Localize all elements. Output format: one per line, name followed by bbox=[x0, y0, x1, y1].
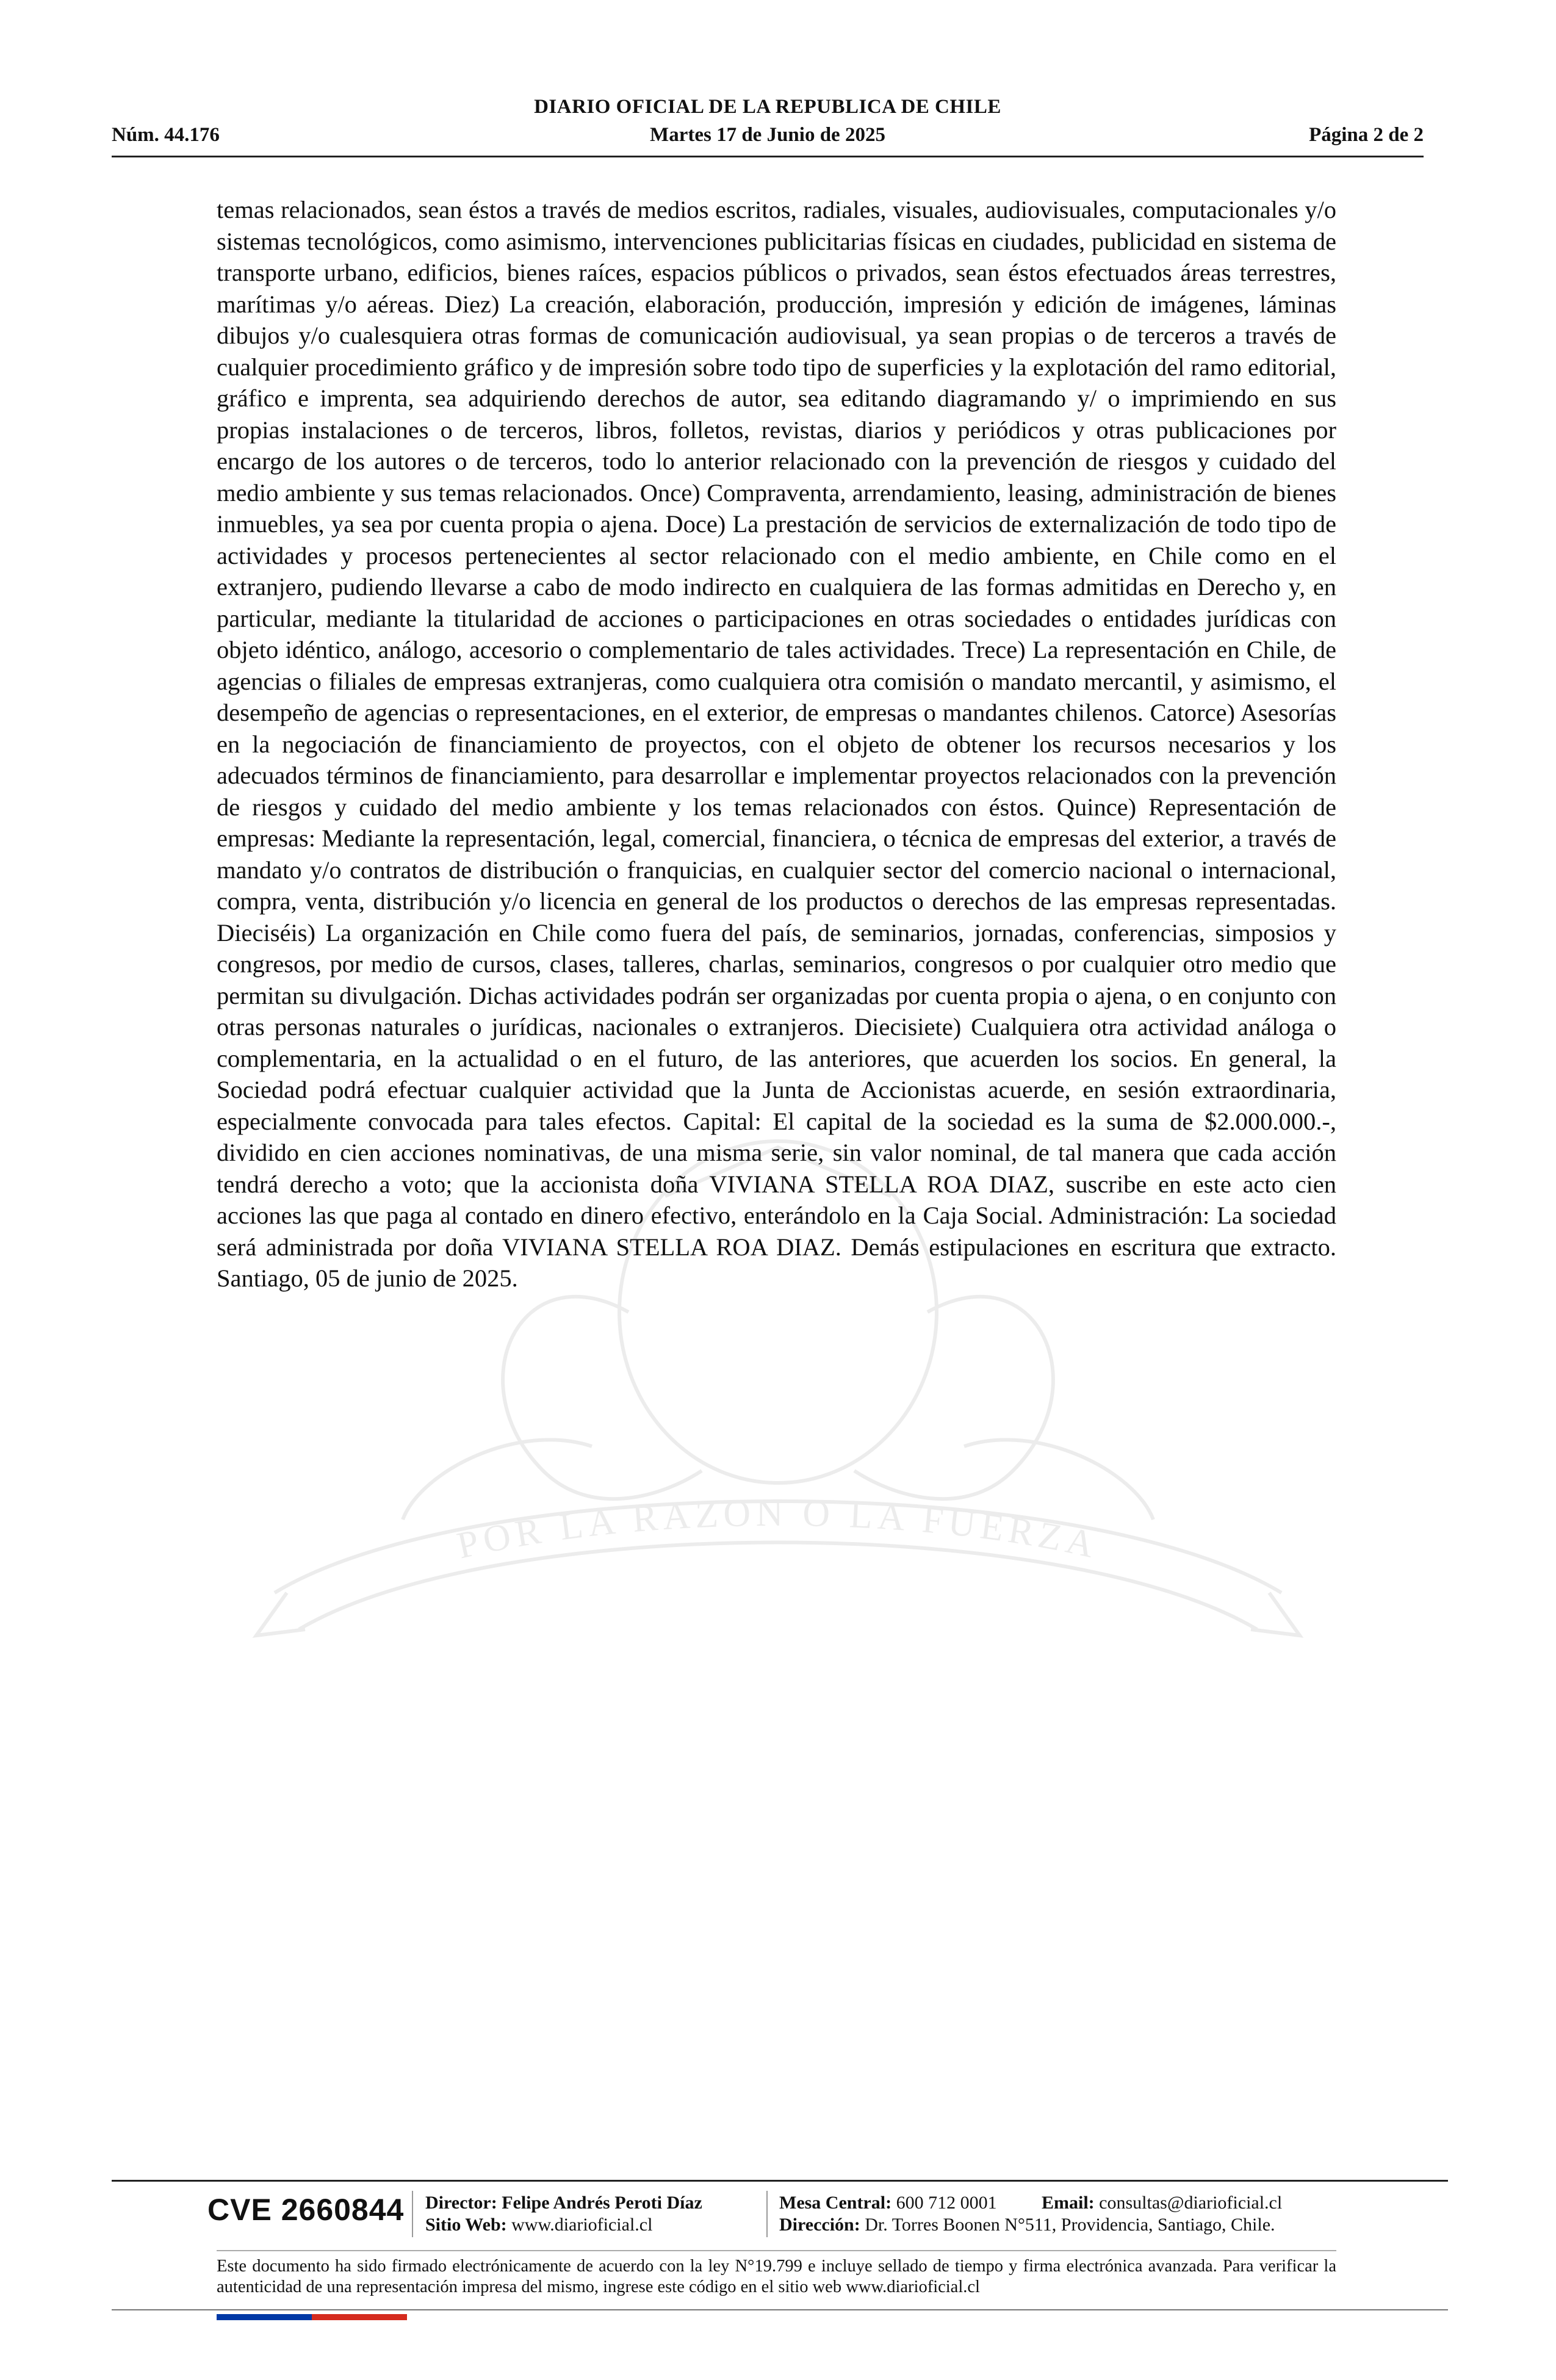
newspaper-title: DIARIO OFICIAL DE LA REPUBLICA DE CHILE bbox=[534, 96, 1001, 118]
flag-color-bar bbox=[217, 2314, 407, 2320]
website-info bbox=[425, 2214, 652, 2236]
footer-divider-bottom bbox=[112, 2309, 1448, 2310]
issue-date: Martes 17 de Junio de 2025 bbox=[650, 124, 885, 146]
footer-divider-mid bbox=[217, 2250, 1336, 2251]
website-link[interactable]: www.diarioficial.cl bbox=[511, 2215, 653, 2235]
electronic-signature-notice: Este documento ha sido firmado electrónicamente de acuerdo con la ley N°19.799 e incluye sellado de tiempo y firma electrónica avanzada. Para verificar la autenticidad de una representación impresa del mismo, ingrese este código en el sitio web www.diarioficial.cl bbox=[217, 2257, 1336, 2296]
website-label: Sitio Web: bbox=[425, 2215, 507, 2235]
footer-separator bbox=[766, 2191, 768, 2237]
address-info bbox=[779, 2214, 1275, 2236]
cve-code: CVE 2660844 bbox=[207, 2193, 405, 2227]
footer-divider-top bbox=[112, 2180, 1448, 2182]
address-label: Dirección: bbox=[779, 2215, 860, 2235]
flag-blue-segment bbox=[217, 2314, 312, 2320]
watermark-motto: POR LA RAZON O LA FUERZA bbox=[453, 1492, 1103, 1567]
email-info bbox=[1042, 2192, 1282, 2214]
page-number: Página 2 de 2 bbox=[1309, 124, 1424, 146]
flag-red-segment bbox=[312, 2314, 407, 2320]
address-value: Dr. Torres Boonen N°511, Providencia, Santiago, Chile. bbox=[865, 2215, 1275, 2235]
director-info bbox=[425, 2192, 702, 2214]
email-label: Email: bbox=[1042, 2193, 1095, 2213]
director-label: Director: bbox=[425, 2193, 497, 2213]
extract-body-text: temas relacionados, sean éstos a través de medios escritos, radiales, visuales, audiovisuales, computacionales y/o sistemas tecnológicos, como asimismo, intervenciones publicitarias físicas en ciudades, publicidad en sistema de transporte urbano, edificios, bienes raíces, espacios públicos o privados, sean éstos efectuados áreas terrestres, marítimas y/o aéreas. Diez) La creación, elaboración, producción, impresión y edición de imágenes, láminas dibujos y/o cualesquiera otras formas de comunicación audiovisual, ya sean propias o de terceros a través de cualquier procedimiento gráfico y de impresión sobre todo tipo de superficies y la explotación del ramo editorial, gráfico e imprenta, sea adquiriendo derechos de autor, sea editando diagramando y/ o imprimiendo en sus propias instalaciones o de terceros, libros, folletos, revistas, diarios y periódicos y otras publicaciones por encargo de los autores o de terceros, todo lo anterior relacionado con la prevención de riesgos y cuidado del medio ambiente y sus temas relacionados. Once) Compraventa, arrendamiento, leasing, administración de bienes inmuebles, ya sea por cuenta propia o ajena. Doce) La prestación de servicios de externalización de todo tipo de actividades y procesos pertenecientes al sector relacionado con el medio ambiente, en Chile como en el extranjero, pudiendo llevarse a cabo de modo indirecto en cualquiera de las formas admitidas en Derecho y, en particular, mediante la titularidad de acciones o participaciones en otras sociedades o entidades jurídicas con objeto idéntico, análogo, accesorio o complementario de tales actividades. Trece) La representación en Chile, de agencias o filiales de empresas extranjeras, como cualquiera otra comisión o mandato mercantil, y asimismo, el desempeño de agencias o representaciones, en el exterior, de empresas o mandantes chilenos. Catorce) Asesorías en la negociación de financiamiento de proyectos, con el objeto de obtener los recursos necesarios y los adecuados términos de financiamiento, para desarrollar e implementar proyectos relacionados con la prevención de riesgos y cuidado del medio ambiente y los temas relacionados con éstos. Quince) Representación de empresas: Mediante la representación, legal, comercial, financiera, o técnica de empresas del exterior, a través de mandato y/o contratos de distribución o franquicias, en cualquier sector del comercio nacional o internacional, compra, venta, distribución y/o licencia en general de los productos o derechos de las empresas representadas. Dieciséis) La organización en Chile como fuera del país, de seminarios, jornadas, conferencias, simposios y congresos, por medio de cursos, clases, talleres, charlas, seminarios, congresos o por cualquier otro medio que permitan su divulgación. Dichas actividades podrán ser organizadas por cuenta propia o ajena, o en conjunto con otras personas naturales o jurídicas, nacionales o extranjeros. Diecisiete) Cualquiera otra actividad análoga o complementaria, en la actualidad o en el futuro, de las anteriores, que acuerden los socios. En general, la Sociedad podrá efectuar cualquier actividad que la Junta de Accionistas acuerde, en sesión extraordinaria, especialmente convocada para tales efectos. Capital: El capital de la sociedad es la suma de $2.000.000.-, dividido en cien acciones nominativas, de una misma serie, sin valor nominal, de tal manera que cada acción tendrá derecho a voto; que la accionista doña VIVIANA STELLA ROA DIAZ, suscribe en este acto cien acciones las que paga al contado en dinero efectivo, enterándolo en la Caja Social. Administración: La sociedad será administrada por doña VIVIANA STELLA ROA DIAZ. Demás estipulaciones en escritura que extracto. Santiago, 05 de junio de 2025. bbox=[217, 196, 1336, 1292]
phone-label: Mesa Central: bbox=[779, 2193, 892, 2213]
email-link[interactable]: consultas@diarioficial.cl bbox=[1099, 2193, 1283, 2213]
footer-separator bbox=[412, 2191, 413, 2237]
page-header bbox=[112, 95, 1424, 157]
phone-number: 600 712 0001 bbox=[896, 2193, 997, 2213]
phone-info bbox=[779, 2192, 997, 2214]
issue-number: Núm. 44.176 bbox=[112, 124, 220, 146]
director-name: Felipe Andrés Peroti Díaz bbox=[502, 2193, 702, 2213]
